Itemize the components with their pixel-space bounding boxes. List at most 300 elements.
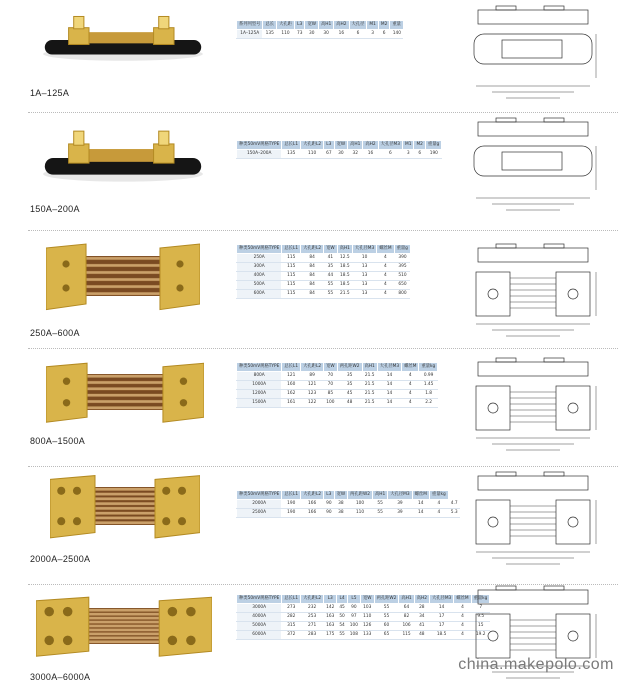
dimension-drawing <box>466 4 606 100</box>
table-cell: 90 <box>324 509 334 518</box>
hole-outline <box>488 289 498 299</box>
table-row <box>237 290 411 299</box>
table-row <box>237 390 438 399</box>
table-cell: 166 <box>301 509 324 518</box>
table-cell: 106 <box>399 622 414 631</box>
table-cell: 3000A <box>237 604 282 613</box>
table-cell: 2000A <box>237 500 282 509</box>
spec-table-header: 宽W <box>360 595 374 604</box>
table-cell: 4 <box>429 509 448 518</box>
product-range-label: 1A–125A <box>30 88 70 98</box>
table-cell: 2.2 <box>419 399 438 408</box>
manganin-rod <box>86 507 164 510</box>
mounting-hole <box>168 607 178 617</box>
table-cell: 38 <box>334 509 348 518</box>
mounting-hole <box>44 607 54 617</box>
table-row <box>237 30 404 39</box>
spec-table-header: L3 <box>324 141 334 150</box>
table-cell: 115 <box>282 254 301 263</box>
spec-table-header: 总长 <box>263 21 277 30</box>
spec-table <box>236 140 442 159</box>
side-view <box>478 248 588 262</box>
spec-table <box>236 244 411 299</box>
table-cell: 39 <box>388 500 412 509</box>
table-cell: 35 <box>324 263 338 272</box>
table-row <box>237 254 411 263</box>
terminal-screw <box>74 131 84 145</box>
spec-table-header: 大孔径M3 <box>429 595 453 604</box>
table-cell: 1.45 <box>419 381 438 390</box>
table-cell: 250A <box>237 254 282 263</box>
table-cell: 55 <box>373 509 388 518</box>
product-range-label: 250A–600A <box>30 328 80 338</box>
table-cell: 1500A <box>237 399 282 408</box>
table-cell: 44 <box>324 272 338 281</box>
spec-table-header: 大孔距L2 <box>301 363 324 372</box>
table-cell: 4 <box>377 254 394 263</box>
table-cell: 39 <box>388 509 412 518</box>
table-cell: 6 <box>378 30 389 39</box>
table-cell: 14 <box>377 381 401 390</box>
table-cell: 190 <box>282 509 301 518</box>
table-cell: 6 <box>349 30 367 39</box>
table-cell: 100 <box>324 399 338 408</box>
spec-table-header: M1 <box>403 141 414 150</box>
manganin-rod <box>78 625 170 628</box>
spec-table-header: 大孔径 <box>349 21 367 30</box>
mounting-hole <box>62 284 69 291</box>
terminal-top <box>496 472 516 476</box>
table-cell: 97 <box>347 613 360 622</box>
table-cell: 18.5 <box>337 281 352 290</box>
table-cell: 16 <box>334 30 349 39</box>
table-cell: 21.5 <box>362 372 377 381</box>
table-cell: 70 <box>324 372 338 381</box>
table-cell: 121 <box>301 381 324 390</box>
manganin-rod <box>83 264 163 267</box>
table-cell: 108 <box>347 631 360 640</box>
watermark: china.makepolo.com <box>458 656 614 673</box>
spec-table-header: 总长L1 <box>282 491 301 500</box>
table-cell: 48 <box>414 631 429 640</box>
terminal-top <box>496 358 516 362</box>
spec-table-header: L5 <box>347 595 360 604</box>
spec-table-header: 高H2 <box>334 21 349 30</box>
table-cell: 55 <box>374 604 399 613</box>
table-cell: 19.2 <box>471 631 490 640</box>
table-cell: 54 <box>337 622 347 631</box>
spec-table-header: 螺丝M <box>454 595 471 604</box>
resistor-strip <box>89 32 157 43</box>
terminal-top <box>496 244 516 248</box>
mounting-hole <box>178 487 186 495</box>
table-cell: 14 <box>412 509 429 518</box>
table-cell: 100 <box>348 500 373 509</box>
table-cell: 400A <box>237 272 282 281</box>
spec-table-header: 系列列型号 <box>237 21 263 30</box>
table-cell: 84 <box>301 272 324 281</box>
spec-table-header: 重量kg <box>429 491 448 500</box>
table-cell: 123 <box>301 390 324 399</box>
table-cell: 135 <box>263 30 277 39</box>
hole-outline <box>488 403 498 413</box>
mounting-hole <box>57 487 65 495</box>
table-cell: 14 <box>412 500 429 509</box>
hole-outline <box>568 517 578 527</box>
manganin-rod <box>78 617 170 620</box>
table-cell: 5000A <box>237 622 282 631</box>
table-cell: 45 <box>337 390 362 399</box>
spec-table-header: 高H1 <box>399 595 414 604</box>
spec-table-header: 重量kg <box>419 363 438 372</box>
table-cell: 271 <box>301 622 324 631</box>
mounting-hole <box>186 607 196 617</box>
table-cell: 115 <box>399 631 414 640</box>
table-cell: 110 <box>301 150 324 159</box>
table-row <box>237 500 460 509</box>
mounting-hole <box>73 487 81 495</box>
spec-table-header: 大孔距L2 <box>301 491 324 500</box>
spec-table-header: 重量g <box>394 245 410 254</box>
table-cell: 70 <box>324 381 338 390</box>
table-cell: 18.5 <box>337 263 352 272</box>
shunt-photo <box>50 468 200 544</box>
manganin-rod <box>83 257 163 260</box>
terminal-top <box>496 118 516 122</box>
section-divider <box>28 230 618 231</box>
plan-terminal-right <box>556 386 590 430</box>
terminal-screw <box>159 16 169 28</box>
table-cell: 4 <box>454 613 471 622</box>
dimension-drawing <box>466 242 606 342</box>
dimension-drawing <box>466 356 606 462</box>
table-cell: 650 <box>394 281 410 290</box>
mounting-hole <box>178 517 186 525</box>
spec-table-header: 大孔径M3 <box>377 363 401 372</box>
mounting-hole <box>62 260 69 267</box>
table-cell: 142 <box>324 604 337 613</box>
mounting-hole <box>63 607 73 617</box>
spec-table-header: 大孔径M3 <box>352 245 376 254</box>
shunt-photo <box>38 12 208 68</box>
spec-table-header: 螺丝M <box>412 491 429 500</box>
terminal-top <box>544 472 564 476</box>
manganin-rod <box>84 381 166 384</box>
terminal-top <box>544 358 564 362</box>
table-row <box>237 622 490 631</box>
table-cell: 4 <box>402 399 419 408</box>
mounting-hole <box>176 260 183 267</box>
terminal-top <box>496 6 516 10</box>
table-cell: 13 <box>352 272 376 281</box>
product-section-250A-600A <box>0 230 624 348</box>
table-cell: 55 <box>324 281 338 290</box>
table-cell: 84 <box>301 290 324 299</box>
terminal-block-right <box>159 597 212 656</box>
product-range-label: 150A–200A <box>30 204 80 214</box>
spec-table-header: 高H1 <box>348 141 363 150</box>
table-cell: 283 <box>301 631 324 640</box>
table-cell: 273 <box>282 604 301 613</box>
section-divider <box>28 112 618 113</box>
resistor-bank <box>87 374 163 410</box>
table-cell: 4.7 <box>448 500 459 509</box>
spec-table-header: 种类50mV规格TYPE <box>237 595 282 604</box>
table-cell: 190 <box>282 500 301 509</box>
table-cell: 282 <box>282 613 301 622</box>
table-cell: 38 <box>334 500 348 509</box>
manganin-rod <box>83 278 163 281</box>
table-cell: 55 <box>374 613 399 622</box>
shunt-photo <box>38 126 208 190</box>
table-cell: 110 <box>348 509 373 518</box>
spec-table-header: 宽W <box>305 21 319 30</box>
table-cell: 17 <box>429 613 453 622</box>
spec-table-header: 宽W <box>334 141 348 150</box>
mounting-hole <box>44 636 54 646</box>
terminal-block-right <box>160 244 200 310</box>
table-cell: 140 <box>390 30 404 39</box>
table-row <box>237 263 411 272</box>
table-cell: 30 <box>334 150 348 159</box>
table-cell: 90 <box>324 500 334 509</box>
table-cell: 122 <box>301 399 324 408</box>
table-cell: 21.5 <box>337 290 352 299</box>
table-cell: 1000A <box>237 381 282 390</box>
side-view <box>478 590 588 604</box>
table-cell: 161 <box>282 399 301 408</box>
spec-table-header: L4 <box>337 595 347 604</box>
spec-table-header: 大孔径M3 <box>388 491 412 500</box>
table-cell: 60 <box>374 622 399 631</box>
table-cell: 7 <box>471 604 490 613</box>
product-section-2000A-2500A <box>0 466 624 584</box>
table-cell: 390 <box>394 254 410 263</box>
table-cell: 14 <box>377 372 401 381</box>
table-cell: 4 <box>402 390 419 399</box>
table-cell: 110 <box>360 613 374 622</box>
table-cell: 4 <box>377 290 394 299</box>
shunt-photo <box>36 590 212 662</box>
spec-table-header: 大孔距L2 <box>301 141 324 150</box>
dimension-drawing <box>466 116 606 226</box>
table-cell: 115 <box>282 263 301 272</box>
table-cell: 13 <box>352 281 376 290</box>
table-cell: 4 <box>454 604 471 613</box>
table-cell: 84 <box>301 254 324 263</box>
terminal-block-left <box>46 363 87 422</box>
table-cell: 500A <box>237 281 282 290</box>
shunt-photo <box>46 236 200 316</box>
table-cell: 17 <box>429 622 453 631</box>
terminal-left <box>69 144 89 163</box>
manganin-rod <box>84 387 166 390</box>
manganin-rod <box>86 521 164 524</box>
spec-table <box>236 20 404 39</box>
side-view <box>478 122 588 136</box>
table-row <box>237 281 411 290</box>
spec-table-header: 总长L1 <box>282 363 301 372</box>
table-row <box>237 613 490 622</box>
table-cell: 115 <box>282 290 301 299</box>
terminal-right <box>154 28 174 45</box>
manganin-rod <box>86 502 164 505</box>
spec-table-header: 重量kg <box>471 595 490 604</box>
shunt-photo <box>46 356 204 428</box>
mounting-hole <box>73 517 81 525</box>
table-cell: 232 <box>301 604 324 613</box>
spec-table-header: 种类50mV规格TYPE <box>237 491 282 500</box>
table-cell: 73 <box>294 30 304 39</box>
terminal-block-right <box>163 363 204 422</box>
plan-terminal-left <box>476 272 510 316</box>
terminal-block-left <box>36 597 89 656</box>
table-cell: 4 <box>377 263 394 272</box>
table-cell: 162 <box>282 390 301 399</box>
table-cell: 103 <box>360 604 374 613</box>
table-cell: 135 <box>282 150 301 159</box>
table-cell: 48 <box>337 399 362 408</box>
side-view <box>478 362 588 376</box>
table-cell: 5.3 <box>448 509 459 518</box>
table-cell: 395 <box>394 263 410 272</box>
table-row <box>237 509 460 518</box>
spec-table-header: 高H1 <box>318 21 333 30</box>
manganin-rod <box>84 406 166 409</box>
table-cell: 6 <box>414 150 425 159</box>
spec-table-header: 高H2 <box>414 595 429 604</box>
plan-terminal-right <box>556 614 590 658</box>
table-cell: 110 <box>277 30 295 39</box>
spec-table-header: L3 <box>324 491 334 500</box>
spec-table-header: 重量g <box>425 141 441 150</box>
spec-table-header: 总长L1 <box>282 141 301 150</box>
mounting-hole <box>162 487 170 495</box>
manganin-rod <box>78 621 170 624</box>
spec-table-header: 种类50mV规格TYPE <box>237 245 282 254</box>
table-row <box>237 372 438 381</box>
resistor-strip <box>89 149 157 162</box>
terminal-right <box>154 144 174 163</box>
terminal-top <box>544 6 564 10</box>
spec-table-header: 两孔距W2 <box>337 363 362 372</box>
table-cell: 50 <box>337 613 347 622</box>
terminal-screw <box>74 16 84 28</box>
plan-terminal-left <box>476 500 510 544</box>
table-cell: 3 <box>367 30 378 39</box>
manganin-rod <box>86 516 164 519</box>
terminal-top <box>544 586 564 590</box>
side-view <box>478 10 588 24</box>
terminal-top <box>544 244 564 248</box>
table-cell: 34 <box>414 613 429 622</box>
table-cell: 14 <box>429 604 453 613</box>
manganin-rod <box>78 636 170 639</box>
spec-table-header: M2 <box>414 141 425 150</box>
manganin-rod <box>78 609 170 612</box>
table-cell: 190 <box>425 150 441 159</box>
table-cell: 1A–125A <box>237 30 263 39</box>
table-cell: 41 <box>414 622 429 631</box>
mounting-hole <box>63 636 73 646</box>
hole-outline <box>488 517 498 527</box>
terminal-screw <box>159 131 169 145</box>
spec-table-header: 两孔距W2 <box>348 491 373 500</box>
table-cell: 30 <box>318 30 333 39</box>
table-cell: 4 <box>454 631 471 640</box>
spec-table-header: 总长L1 <box>282 245 301 254</box>
table-cell: 121 <box>282 372 301 381</box>
terminal-block-right <box>155 476 200 538</box>
resistor-outline <box>502 40 562 58</box>
spec-table-header: 大孔距 <box>277 21 295 30</box>
table-cell: 82 <box>399 613 414 622</box>
spec-table-header: 高H1 <box>337 245 352 254</box>
table-cell: 14 <box>377 390 401 399</box>
table-cell: 13 <box>352 290 376 299</box>
plan-terminal-right <box>556 500 590 544</box>
table-cell: 21.5 <box>362 399 377 408</box>
table-cell: 160 <box>282 381 301 390</box>
table-cell: 133 <box>360 631 374 640</box>
spec-table-header: 总长L1 <box>282 595 301 604</box>
spec-table-header: 重量 <box>390 21 404 30</box>
spec-table-header: 大孔径M3 <box>378 141 402 150</box>
hole-outline <box>568 631 578 641</box>
table-cell: 15 <box>471 622 490 631</box>
spec-table-header: 宽W <box>334 491 348 500</box>
manganin-rod <box>83 285 163 288</box>
table-cell: 4 <box>402 372 419 381</box>
table-cell: 84 <box>301 263 324 272</box>
spec-table-header: M1 <box>367 21 378 30</box>
table-cell: 4 <box>377 281 394 290</box>
table-cell: 6 <box>378 150 402 159</box>
table-row <box>237 150 442 159</box>
table-cell: 4000A <box>237 613 282 622</box>
terminal-block-left <box>50 476 95 538</box>
table-cell: 253 <box>301 613 324 622</box>
manganin-rod <box>78 632 170 635</box>
section-divider <box>28 466 618 467</box>
table-cell: 16 <box>363 150 378 159</box>
resistor-bank <box>86 256 160 296</box>
table-cell: 150A–200A <box>237 150 282 159</box>
table-cell: 6000A <box>237 631 282 640</box>
table-cell: 100 <box>347 622 360 631</box>
spec-table-header: 大孔距L2 <box>301 595 324 604</box>
table-cell: 1200A <box>237 390 282 399</box>
table-row <box>237 381 438 390</box>
spec-table-header: 高H1 <box>362 363 377 372</box>
hole-outline <box>568 403 578 413</box>
dimension-drawing <box>466 470 606 566</box>
hole-outline <box>568 289 578 299</box>
product-range-label: 2000A–2500A <box>30 554 91 564</box>
table-cell: 55 <box>324 290 338 299</box>
table-cell: 800A <box>237 372 282 381</box>
plan-terminal-right <box>556 272 590 316</box>
table-cell: 4 <box>454 622 471 631</box>
spec-table-header: 高H1 <box>373 491 388 500</box>
table-cell: 600A <box>237 290 282 299</box>
spec-table-header: 螺丝M <box>402 363 419 372</box>
spec-table-header: 两孔距W2 <box>374 595 399 604</box>
spec-table-header: 宽W <box>324 363 338 372</box>
table-cell: 14 <box>377 399 401 408</box>
manganin-rod <box>78 640 170 643</box>
product-section-1A-125A <box>0 0 624 112</box>
